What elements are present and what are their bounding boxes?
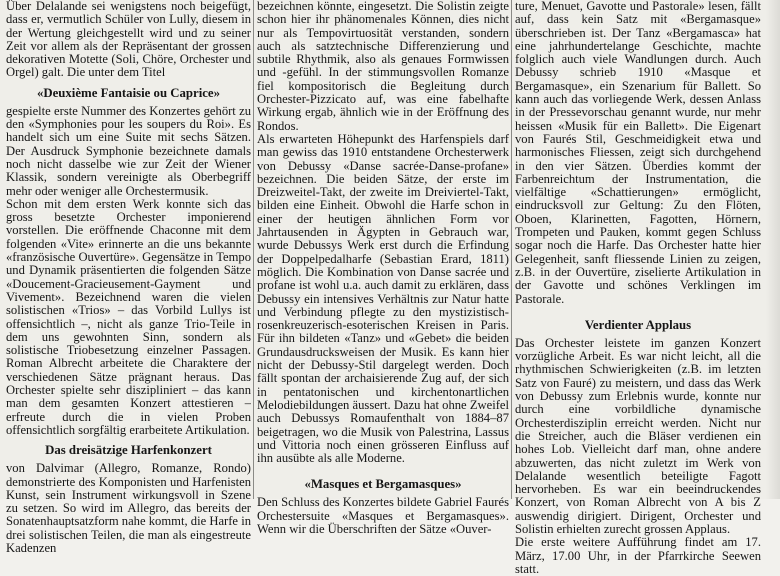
column-2 (257, 0, 509, 536)
paragraph-bergamasque: ture, Menuet, Gavotte und Pastorale» lesen, fällt auf, dass kein Satz mit «Bergamasque» überschrieben ist. Der Tanz «Bergamasca» hat eine jahrhundertelange Geschichte, machte folglich auch viele Wandlungen durch. Auch Debussy schrieb 1910 «Masque et Bergamasque», ein Szenarium für Ballett. So kann auch das vorliegende Werk, dessen Anlass in der Pressevorschau genannt wurde, nur mehr heissen «Musik für ein Ballett». Die Eigenart von Faurés Stil, Geschmeidigkeit etwa und harmonisches Fliessen, zeigt sich durchgehend in den vier Sätzen. Überdies kommt der Farbenreichtum der Instrumentation, die vielfältige «Schattierungen» ermöglicht, eindrucksvoll zur Geltung: Zu den Flöten, Oboen, Klarinetten, Fagotten, Hörnern, Trompeten und Pauken, kommt gegen Schluss sogar noch die Harfe. Das Orchester hatte hier Gelegenheit, sanft fliessende Linien zu zeigen, z.B. in der Ouvertüre, ziselierte Artikulation in der Gavotte und schönes Verklingen im Pastorale. (515, 0, 761, 306)
heading-deuxieme-fantaisie: «Deuxième Fantaisie ou Caprice» (36, 85, 221, 100)
column-3 (515, 0, 761, 576)
paragraph-applaus: Das Orchester leistete im ganzen Konzert vorzügliche Arbeit. Es war nicht leicht, all die rhythmischen Schwierigkeiten (z.B. im letzten Satz von Fauré) zu meistern, und dass das Werk von Debussy zum Erlebnis wurde, konnte nur durch eine vorbildliche dynamische Orchesterdisziplin erreicht werden. Nicht nur die Streicher, auch die Bläser verdienen ein hohes Lob. Vielleicht darf man, ohne andere abzuwerten, das nicht zuletzt im Werk von Delalande wesentlich beteiligte Fagott hervorheben. Es war ein beeindruckendes Konzert, von Roman Albrecht von A bis Z auswendig dirigiert. Dirigent, Orchester und Solistin erhielten zurecht grossen Applaus. (515, 335, 761, 536)
paragraph-dalvimar: von Dalvimar (Allegro, Romanze, Rondo) demonstrierte des Komponisten und Harfenisten Kunst, sein Instrument wirkungsvoll in Szene zu setzen. So wird im Allegro, das bereits der Sonatenhauptsatzform nahe kommt, die Harfe in drei solistischen Teilen, die man als eingestreute Kadenzen (6, 461, 251, 555)
heading-verdienter-applaus: Verdienter Applaus (584, 317, 692, 332)
column-divider (253, 0, 254, 499)
paragraph-delalande: Über Delalande sei wenigstens noch beigefügt, dass er, vermutlich Schüler von Lully, diesem in der Wertung gleichgestellt wird und zu seiner Zeit vor allem als der Repräsentant der grossen dekorativen Motette (Soli, Chöre, Orchester und Orgel) galt. Die unter dem Titel (6, 0, 251, 80)
heading-harfenkonzert: Das dreisätzige Harfenkonzert (45, 443, 212, 458)
paragraph-symphonies: gespielte erste Nummer des Konzertes gehört zu den «Symphonies pour les soupers du Roi». Es handelt sich um eine Suite mit sechs Sätzen. Der Ausdruck Symphonie bezeichnete damals noch nicht dasselbe wie zur Zeit der Wiener Klassik, sondern vereinigte als Oberbegriff mehr oder weniger alle Orchestermusik. (6, 103, 251, 198)
heading-masques-bergamasques: «Masques et Bergamasques» (304, 477, 462, 492)
column-divider (511, 0, 512, 499)
paragraph-first-work: Schon mit dem ersten Werk konnte sich das gross besetzte Orchester imponierend vorstellen. Die eröffnende Chaconne mit dem folgenden «Vite» erinnerte an die uns bekannte «französische Ouvertüre». Gegensätze in Tempo und Dynamik präsentierten die folgenden Sätze «Doucement-Gracieusement-Gayment und Vivement». Bezeichnend waren die vielen solistischen «Trios» – das Vorbild Lullys ist offensichtlich –, nicht als ganze Trio-Teile in dem uns gewohnten Sinn, sondern als solistische Triobesetzung einzelner Passagen. Roman Albrecht arbeitete die Charaktere der verschiedenen Sätze prägnant heraus. Das Orchester spielte sehr diszipliniert – das kann man dem gesamten Konzert attestieren – erfreute durch die in vielen Proben offensichtlich sorgfältig erarbeitete Artikulation. (6, 196, 251, 437)
column-1 (6, 0, 251, 555)
paragraph-next-performance: Die erste weitere Aufführung findet am 17. März, 17.00 Uhr, in der Pfarrkirche Seewen statt. (515, 535, 761, 576)
page-edge-shadow (766, 0, 780, 499)
paragraph-faure-suite: Den Schluss des Konzertes bildete Gabriel Faurés Orchestersuite «Masques et Bergamasques». Wenn wir die Überschriften der Sätze «Ouver- (257, 495, 509, 536)
paragraph-solistin: bezeichnen könnte, eingesetzt. Die Solistin zeigte schon hier ihr phänomenales Können, dies nicht nur als Tempovirtuosität verstanden, sondern auch als satztechnische Differenzierung und subtile Rhythmik, also als genaues Formwissen und -gefühl. In der stimmungsvollen Romanze fiel kompositorisch die Begleitung durch Orchester-Pizzicato auf, was eine fabelhafte Wirkung ergab, ähnlich wie in der Eröffnung des Rondos. (257, 0, 509, 133)
paragraph-debussy: Als erwarteten Höhepunkt des Harfenspiels darf man gewiss das 1910 entstandene Orchesterwerk von Debussy «Danse sacrée-Danse-profane» bezeichnen. Die beiden Sätze, der erste im Dreizweitel-Takt, der zweite im Dreiviertel-Takt, bilden eine Einheit. Obwohl die Harfe schon in einer der heutigen ähnlichen Form vor Jahrtausenden in Ägypten in Gebrauch war, wurde Debussys Werk erst durch die Erfindung der Doppelpedalharfe (Sebastian Erard, 1811) möglich. Die Kombination von Danse sacrée und profane ist wohl u.a. auch damit zu erklären, dass Debussy ein intensives Verhältnis zur Natur hatte und Verbindung pflegte zu den mystizistisch-rosenkreuzerisch-esoterischen Kreisen in Paris. Für ihn bildeten «Tanz» und «Gebet» die beiden Grundausdrucksweisen der Musik. Es kann hier nicht der Debussy-Stil dargelegt werden. Doch fällt spontan der archaisierende Zug auf, der sich in pentatonischen und kirchentonartlichen Melodiebildungen äussert. Dazu hat ohne Zweifel auch Debussys Romaufenthalt von 1884–87 beigetragen, wo die Musik von Palestrina, Lassus und Vittoria noch einen grösseren Einfluss auf ihn ausübte als alle Moderne. (257, 131, 509, 466)
